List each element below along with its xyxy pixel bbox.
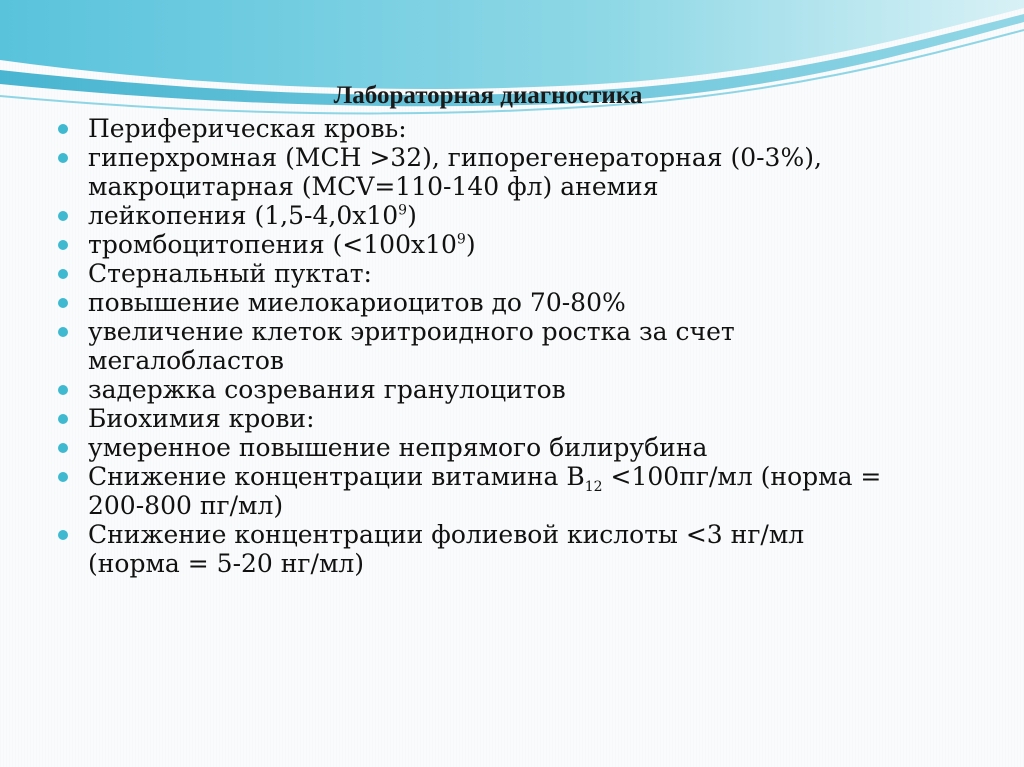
list-item bbox=[58, 143, 958, 201]
superscript: 9 bbox=[456, 231, 466, 248]
item-text: Биохимия крови: bbox=[88, 404, 315, 433]
wave-band-light bbox=[0, 0, 1024, 89]
superscript: 9 bbox=[398, 202, 408, 219]
list-item bbox=[58, 404, 958, 433]
list-item bbox=[58, 230, 958, 259]
item-text-line2: 200-800 пг/мл) bbox=[88, 491, 284, 520]
item-text: Снижение концентрации фолиевой кислоты <3 нг/мл bbox=[88, 520, 805, 549]
item-text: повышение миелокариоцитов до 70-80% bbox=[88, 288, 626, 317]
bullet-dot-icon bbox=[58, 298, 68, 308]
bullet-dot-icon bbox=[58, 269, 68, 279]
bullet-dot-icon bbox=[58, 472, 68, 482]
bullet-dot-icon bbox=[58, 124, 68, 134]
item-text: тромбоцитопения (<100х10 bbox=[88, 230, 457, 259]
bullet-dot-icon bbox=[58, 414, 68, 424]
item-text: Стернальный пуктат: bbox=[88, 259, 372, 288]
list-item bbox=[58, 201, 958, 230]
item-text-line2: макроцитарная (MCV=110-140 фл) анемия bbox=[88, 172, 659, 201]
bullet-list bbox=[58, 114, 958, 578]
list-item bbox=[58, 520, 958, 578]
item-text: лейкопения (1,5-4,0х10 bbox=[88, 201, 399, 230]
bullet-dot-icon bbox=[58, 385, 68, 395]
item-text: задержка созревания гранулоцитов bbox=[88, 375, 566, 404]
item-text: умеренное повышение непрямого билирубина bbox=[88, 433, 708, 462]
item-text: Периферическая кровь: bbox=[88, 114, 407, 143]
item-text-line2: мегалобластов bbox=[88, 346, 284, 375]
item-text-end: ) bbox=[465, 230, 476, 259]
item-text-end: ) bbox=[407, 201, 417, 230]
list-item bbox=[58, 433, 958, 462]
list-item bbox=[58, 317, 958, 375]
bullet-dot-icon bbox=[58, 240, 68, 250]
list-item bbox=[58, 259, 958, 288]
item-text-end: <100пг/мл (норма = bbox=[602, 462, 882, 491]
list-item bbox=[58, 462, 958, 520]
bullet-dot-icon bbox=[58, 211, 68, 221]
item-text: Снижение концентрации витамина В bbox=[88, 462, 585, 491]
bullet-dot-icon bbox=[58, 153, 68, 163]
subscript: 12 bbox=[584, 479, 603, 495]
bullet-dot-icon bbox=[58, 530, 68, 540]
item-text-line2: (норма = 5-20 нг/мл) bbox=[88, 549, 365, 578]
bullet-dot-icon bbox=[58, 327, 68, 337]
list-item bbox=[58, 114, 958, 143]
item-text: увеличение клеток эритроидного ростка за счет bbox=[88, 317, 735, 346]
item-text: гиперхромная (МСН >32), гипорегенераторная (0-3%), bbox=[88, 143, 822, 172]
bullet-dot-icon bbox=[58, 443, 68, 453]
list-item bbox=[58, 375, 958, 404]
list-item bbox=[58, 288, 958, 317]
slide-title: Лабораторная диагностика bbox=[333, 82, 643, 109]
